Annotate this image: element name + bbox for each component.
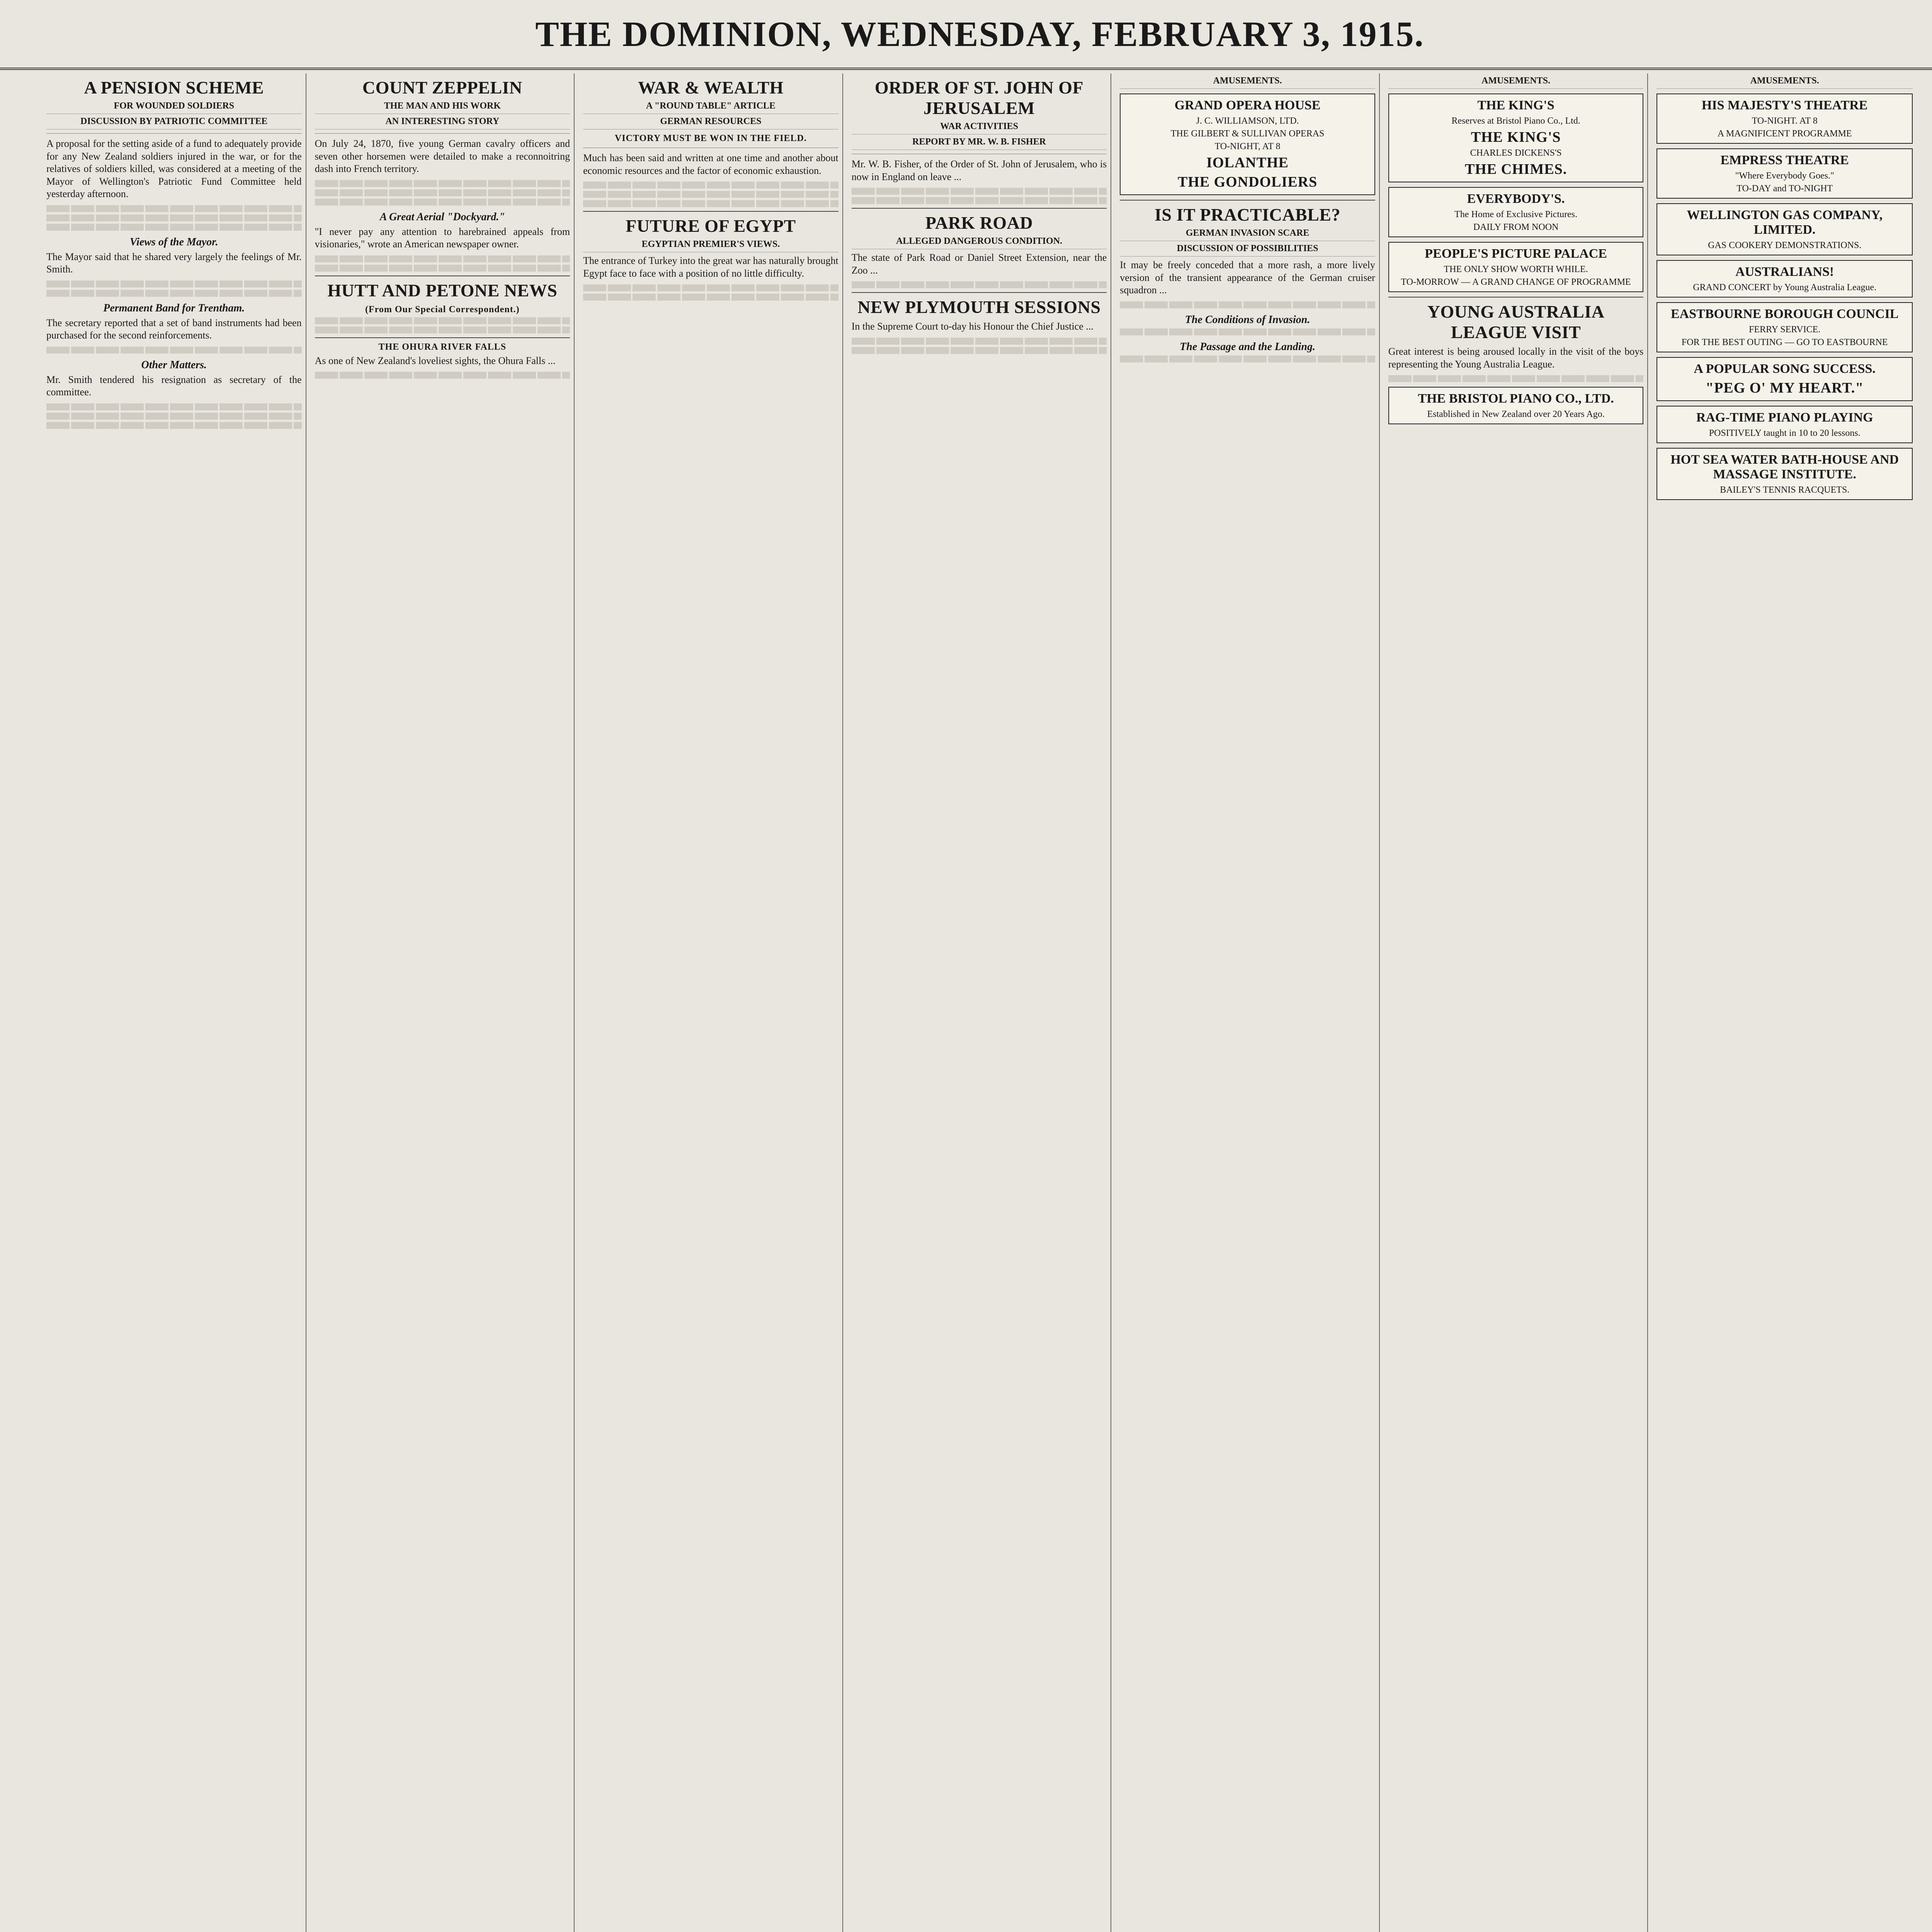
text-block bbox=[46, 214, 302, 221]
headline-park-road: PARK ROAD bbox=[925, 213, 1033, 233]
divider bbox=[852, 208, 1107, 209]
ad-line: Established in New Zealand over 20 Years Ago. bbox=[1427, 409, 1605, 419]
text-block bbox=[46, 281, 302, 287]
text-block bbox=[315, 265, 570, 272]
ad-lines bbox=[1661, 485, 1908, 495]
divider bbox=[315, 133, 570, 134]
ad-title: PEOPLE'S PICTURE PALACE bbox=[1425, 247, 1607, 261]
divider bbox=[1120, 200, 1375, 201]
ad-line: GAS COOKERY DEMONSTRATIONS. bbox=[1708, 240, 1862, 250]
ad-lines bbox=[1661, 282, 1908, 293]
subhead-interesting: AN INTERESTING STORY bbox=[315, 116, 570, 129]
ad-line: "PEG O' MY HEART." bbox=[1706, 380, 1864, 396]
headline-young-australia: YOUNG AUSTRALIA LEAGUE VISIT bbox=[1427, 302, 1605, 342]
ad-title: EVERYBODY'S. bbox=[1467, 192, 1565, 206]
subhead-german-resources: GERMAN RESOURCES bbox=[583, 116, 838, 129]
column-6 bbox=[1388, 73, 1648, 1932]
ad-lines bbox=[1393, 409, 1639, 420]
ad-his-majestys bbox=[1656, 94, 1913, 144]
ad-empress bbox=[1656, 148, 1913, 199]
ad-title: GRAND OPERA HOUSE bbox=[1174, 98, 1321, 112]
ad-peoples-palace bbox=[1388, 242, 1644, 292]
text-block bbox=[46, 422, 302, 429]
headline-zeppelin: COUNT ZEPPELIN bbox=[362, 78, 522, 97]
ad-bristol-piano bbox=[1388, 387, 1644, 424]
text-block bbox=[583, 200, 838, 207]
columns bbox=[46, 73, 1917, 1932]
headline-pension: A PENSION SCHEME bbox=[84, 78, 264, 97]
ad-line: TO-NIGHT. AT 8 bbox=[1752, 116, 1818, 126]
text-block bbox=[46, 413, 302, 420]
column-1 bbox=[46, 73, 306, 1932]
ad-lines bbox=[1661, 428, 1908, 439]
text-block bbox=[583, 182, 838, 189]
text-block bbox=[583, 284, 838, 291]
ad-title: EMPRESS THEATRE bbox=[1720, 153, 1849, 167]
subhead-victory: VICTORY MUST BE WON IN THE FIELD. bbox=[614, 133, 807, 143]
divider bbox=[852, 292, 1107, 293]
ad-line: IOLANTHE bbox=[1206, 155, 1289, 171]
text-block bbox=[852, 347, 1107, 354]
ad-lines bbox=[1661, 116, 1908, 139]
subhead-discussion: DISCUSSION BY PATRIOTIC COMMITTEE bbox=[46, 116, 302, 129]
article-paragraph: Mr. Smith tendered his resignation as secretary of the committee. bbox=[46, 374, 302, 398]
ad-lines bbox=[1393, 116, 1639, 178]
subhead-egyptian-premier: EGYPTIAN PREMIER'S VIEWS. bbox=[583, 239, 838, 252]
subhead-man-work: THE MAN AND HIS WORK bbox=[315, 101, 570, 114]
ad-title: A POPULAR SONG SUCCESS. bbox=[1694, 362, 1876, 376]
divider bbox=[1388, 297, 1644, 298]
ad-lines bbox=[1661, 240, 1908, 251]
ad-title: WELLINGTON GAS COMPANY, LIMITED. bbox=[1687, 208, 1883, 237]
article-paragraph: The secretary reported that a set of band instruments had been purchased for the second reinforcements. bbox=[46, 317, 302, 341]
ad-the-kings bbox=[1388, 94, 1644, 182]
article-paragraph: Mr. W. B. Fisher, of the Order of St. John of Jerusalem, who is now in England on leave ... bbox=[851, 158, 1107, 182]
ad-line: TO-NIGHT, AT 8 bbox=[1214, 141, 1281, 151]
ad-ragtime bbox=[1656, 406, 1913, 443]
ad-line: THE GILBERT & SULLIVAN OPERAS bbox=[1170, 129, 1325, 139]
section-title: A Great Aerial "Dockyard." bbox=[379, 211, 505, 223]
ad-line: THE ONLY SHOW WORTH WHILE. bbox=[1444, 264, 1588, 274]
headline-war-wealth: WAR & WEALTH bbox=[638, 78, 784, 97]
ad-line: Reserves at Bristol Piano Co., Ltd. bbox=[1451, 116, 1580, 126]
ad-line: FOR THE BEST OUTING — GO TO EASTBOURNE bbox=[1681, 337, 1888, 347]
ad-line: THE GONDOLIERS bbox=[1177, 174, 1318, 190]
text-block bbox=[583, 294, 838, 301]
text-block bbox=[315, 180, 570, 187]
ad-lines bbox=[1661, 171, 1908, 194]
ad-line: J. C. WILLIAMSON, LTD. bbox=[1196, 116, 1299, 126]
text-block bbox=[46, 290, 302, 297]
ad-title: THE BRISTOL PIANO CO., LTD. bbox=[1418, 391, 1614, 406]
text-block bbox=[315, 372, 570, 379]
masthead bbox=[0, 0, 1932, 70]
subhead-dangerous: ALLEGED DANGEROUS CONDITION. bbox=[852, 236, 1107, 249]
text-block bbox=[315, 255, 570, 262]
ad-line: GRAND CONCERT by Young Australia League. bbox=[1693, 282, 1877, 293]
subhead-war-activities: WAR ACTIVITIES bbox=[852, 121, 1107, 134]
article-paragraph: Much has been said and written at one time and another about economic resources and the factor of economic exhaustion. bbox=[583, 152, 838, 176]
ad-line: The Home of Exclusive Pictures. bbox=[1454, 209, 1578, 219]
text-block bbox=[1120, 328, 1375, 335]
ad-line: POSITIVELY taught in 10 to 20 lessons. bbox=[1709, 428, 1861, 438]
column-5 bbox=[1120, 73, 1380, 1932]
ad-line: CHARLES DICKENS'S bbox=[1470, 148, 1562, 158]
ad-eastbourne bbox=[1656, 302, 1913, 352]
article-paragraph: As one of New Zealand's loveliest sights, the Ohura Falls ... bbox=[315, 355, 556, 366]
ad-title: AUSTRALIANS! bbox=[1735, 265, 1834, 279]
column-2 bbox=[315, 73, 575, 1932]
divider bbox=[46, 133, 302, 134]
article-paragraph: A proposal for the setting aside of a fund to adequately provide for any New Zealand soldiers injured in the war, or for the relatives of soldiers killed, was considered at a meeting of the Mayor of Wellington's Patriotic Fund Committee held yesterday afternoon. bbox=[46, 138, 302, 199]
headline-future-egypt: FUTURE OF EGYPT bbox=[626, 216, 796, 236]
subhead-possibilities: DISCUSSION OF POSSIBILITIES bbox=[1120, 243, 1375, 257]
amusements-header: AMUSEMENTS. bbox=[1656, 76, 1913, 89]
ad-lines bbox=[1661, 379, 1908, 396]
section-title: Other Matters. bbox=[141, 359, 207, 371]
text-block bbox=[315, 327, 570, 333]
article-paragraph: "I never pay any attention to harebrained appeals from visionaries," wrote an American newspaper owner. bbox=[315, 226, 570, 250]
subhead-round-table: A "ROUND TABLE" ARTICLE bbox=[583, 101, 838, 114]
article-paragraph: Great interest is being aroused locally in the visit of the boys representing the Young Australia League. bbox=[1388, 346, 1644, 370]
ad-gas-company bbox=[1656, 203, 1913, 255]
ad-line: THE KING'S bbox=[1471, 129, 1561, 145]
article-paragraph: The state of Park Road or Daniel Street Extension, near the Zoo ... bbox=[851, 252, 1107, 276]
ad-grand-opera-house bbox=[1120, 94, 1375, 195]
ad-title: THE KING'S bbox=[1477, 98, 1554, 112]
ad-title: EASTBOURNE BOROUGH COUNCIL bbox=[1670, 307, 1899, 321]
text-block bbox=[852, 281, 1107, 288]
ad-lines bbox=[1661, 325, 1908, 348]
article-paragraph: On July 24, 1870, five young German cavalry officers and seven other horsemen were detailed to make a reconnoitring dash into French territory. bbox=[315, 138, 570, 174]
masthead-title: THE DOMINION, WEDNESDAY, FEBRUARY 3, 1915. bbox=[535, 14, 1424, 54]
ad-line: TO-DAY and TO-NIGHT bbox=[1736, 184, 1833, 194]
text-block bbox=[1388, 375, 1644, 382]
text-block bbox=[315, 317, 570, 324]
text-block bbox=[1120, 301, 1375, 308]
column-4 bbox=[852, 73, 1112, 1932]
headline-is-it-practicable: IS IT PRACTICABLE? bbox=[1155, 205, 1341, 224]
headline-hutt-petone: HUTT AND PETONE NEWS bbox=[327, 280, 558, 300]
ad-line: "Where Everybody Goes." bbox=[1735, 171, 1834, 181]
section-title: The Passage and the Landing. bbox=[1180, 340, 1315, 353]
article-paragraph: It may be freely conceded that a more rash, a more lively version of the transient appearance of the German cruiser squadron ... bbox=[1120, 259, 1375, 296]
ad-line: FERRY SERVICE. bbox=[1749, 325, 1821, 335]
section-title: Views of the Mayor. bbox=[129, 236, 218, 248]
column-3 bbox=[583, 73, 843, 1932]
section-title: Permanent Band for Trentham. bbox=[103, 302, 245, 314]
text-block bbox=[583, 191, 838, 198]
divider bbox=[583, 211, 838, 212]
subhead-german-invasion: GERMAN INVASION SCARE bbox=[1120, 228, 1375, 241]
ad-line: A MAGNIFICENT PROGRAMME bbox=[1717, 129, 1852, 139]
ad-title: HIS MAJESTY'S THEATRE bbox=[1701, 98, 1868, 112]
headline-order-st-john: ORDER OF ST. JOHN OF JERUSALEM bbox=[874, 78, 1084, 118]
ad-popular-song bbox=[1656, 357, 1913, 401]
text-block bbox=[315, 199, 570, 206]
ad-australians bbox=[1656, 260, 1913, 298]
text-block bbox=[1120, 355, 1375, 362]
article-paragraph: In the Supreme Court to-day his Honour the Chief Justice ... bbox=[851, 321, 1094, 332]
section-title: The Conditions of Invasion. bbox=[1185, 313, 1310, 326]
text-block bbox=[852, 338, 1107, 345]
ad-line: TO-MORROW — A GRAND CHANGE OF PROGRAMME bbox=[1401, 277, 1631, 287]
ad-lines bbox=[1393, 209, 1639, 233]
ad-everybodys bbox=[1388, 187, 1644, 237]
divider bbox=[315, 337, 570, 338]
text-block bbox=[852, 197, 1107, 204]
subhead-wounded: FOR WOUNDED SOLDIERS bbox=[46, 101, 302, 114]
article-paragraph: The entrance of Turkey into the great war has naturally brought Egypt face to face with a position of no little difficulty. bbox=[583, 255, 838, 279]
ad-title: HOT SEA WATER BATH-HOUSE AND MASSAGE INSTITUTE. bbox=[1670, 452, 1899, 481]
text-block bbox=[46, 403, 302, 410]
amusements-header: AMUSEMENTS. bbox=[1388, 76, 1644, 89]
subhead-report-fisher: REPORT BY MR. W. B. FISHER bbox=[852, 137, 1107, 150]
ad-lines bbox=[1124, 116, 1371, 190]
text-block bbox=[46, 347, 302, 354]
amusements-header: AMUSEMENTS. bbox=[1120, 76, 1375, 89]
text-block bbox=[315, 189, 570, 196]
ad-line: DAILY FROM NOON bbox=[1473, 222, 1559, 232]
headline-ohura-falls: THE OHURA RIVER FALLS bbox=[378, 342, 507, 352]
text-block bbox=[46, 224, 302, 231]
ad-lines bbox=[1393, 264, 1639, 287]
ad-title: RAG-TIME PIANO PLAYING bbox=[1696, 410, 1873, 425]
text-block bbox=[46, 205, 302, 212]
ad-sea-water-bath bbox=[1656, 448, 1913, 500]
column-7 bbox=[1656, 73, 1917, 1932]
text-block bbox=[852, 188, 1107, 195]
from-correspondent: (From Our Special Correspondent.) bbox=[365, 304, 520, 315]
ad-line: BAILEY'S TENNIS RACQUETS. bbox=[1720, 485, 1850, 495]
ad-line: THE CHIMES. bbox=[1464, 161, 1567, 177]
article-paragraph: The Mayor said that he shared very largely the feelings of Mr. Smith. bbox=[46, 251, 302, 275]
headline-new-plymouth: NEW PLYMOUTH SESSIONS bbox=[857, 297, 1101, 317]
